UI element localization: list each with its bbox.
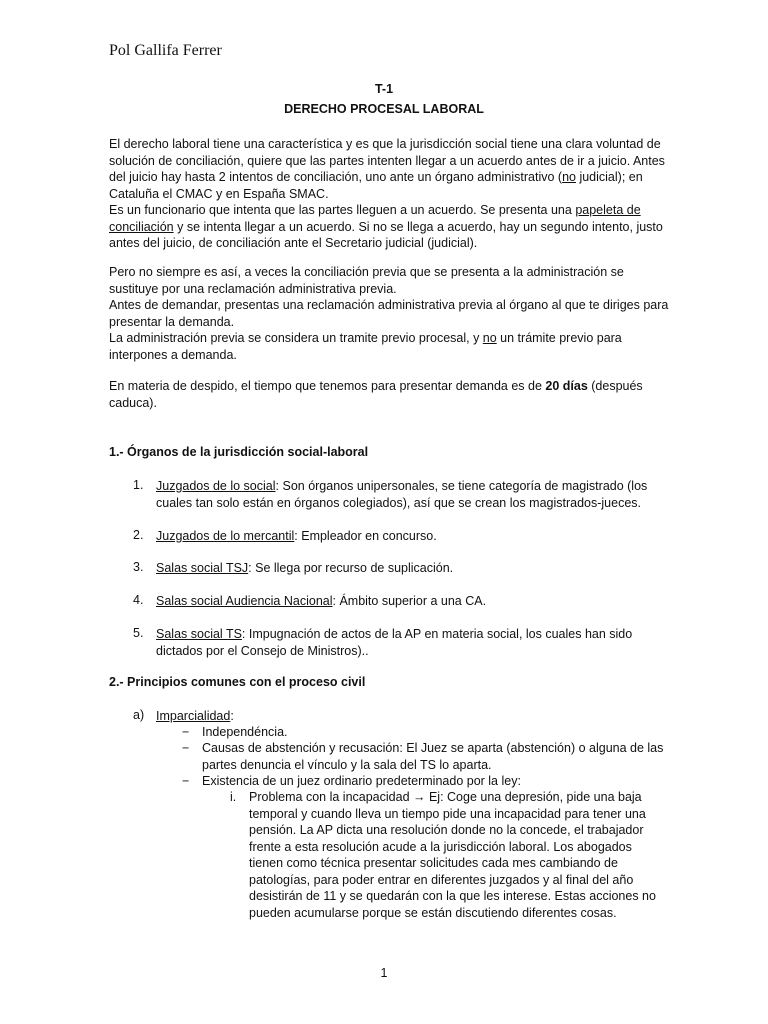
roman-numeral: i. bbox=[230, 790, 237, 804]
section-2-heading: 2.- Principios comunes con el proceso civil bbox=[109, 675, 366, 689]
author-name: Pol Gallifa Ferrer bbox=[109, 42, 222, 59]
intro-paragraph-4: Antes de demandar, presentas una reclamación administrativa previa al órgano al que te diriges para presentar la demanda. bbox=[109, 298, 669, 329]
list-item: Juzgados de lo social: Son órganos unipersonales, se tiene categoría de magistrado (los cuales tan solo están en órganos colegiados), así que se crean los magistrados-jueces. bbox=[156, 479, 648, 510]
list-item: Juzgados de lo mercantil: Empleador en concurso. bbox=[156, 529, 437, 543]
list-item: Existencia de un juez ordinario predeterminado por la ley: bbox=[202, 774, 521, 788]
page-number: 1 bbox=[380, 966, 388, 980]
intro-paragraph-2: Es un funcionario que intenta que las partes lleguen a un acuerdo. Se presenta una papeleta de conciliación y se intenta llegar a un acuerdo. Si no se llega a acuerdo, hay un segundo intento, justo antes del juicio, de conciliación ante el Secretario judicial (judicial). bbox=[109, 203, 663, 250]
dash-bullet: − bbox=[182, 774, 190, 788]
document-title: DERECHO PROCESAL LABORAL bbox=[284, 102, 484, 116]
intro-paragraph-3: Pero no siempre es así, a veces la conciliación previa que se presenta a la administración se sustituye por una reclamación administrativa previa. bbox=[109, 265, 624, 296]
list-item: Causas de abstención y recusación: El Juez se aparta (abstención) o alguna de las partes denuncia el vínculo y la sala del TS lo aparta. bbox=[202, 741, 664, 772]
intro-paragraph-6: En materia de despido, el tiempo que tenemos para presentar demanda es de 20 días (después caduca). bbox=[109, 379, 643, 410]
intro-block-1 bbox=[109, 136, 674, 252]
list-item: Salas social TSJ: Se llega por recurso de suplicación. bbox=[156, 561, 454, 575]
intro-block-2 bbox=[109, 264, 674, 363]
list-item: Imparcialidad: bbox=[156, 709, 234, 723]
list-item: Problema con la incapacidad → Ej: Coge una depresión, pide una baja temporal y cuando lleva un tiempo pide una incapacidad para tener una pensión. La AP dicta una resolución donde no la concede, el trabajador frente a esta resolución acude a la jurisdicción laboral. Los abogados tienen como técnica presentar solicitudes cada mes cambiando de patologías, para poder entrar en diferentes juzgados y al final del año desistirán de 11 y se quedarán con la que les interese. Estas acciones no pueden acumularse porque se están discutiendo diferentes cosas. bbox=[249, 790, 656, 920]
document-page: Pol Gallifa Ferrer T-1 DERECHO PROCESAL LABORAL El derecho laboral tiene una característica y es que la jurisdicción social tiene una clara voluntad de solución de conciliación, quiere que las partes intenten llegar a un acuerdo antes de ir a juicio. Antes del juicio hay hasta 2 intentos de conciliación, uno ante un órgano administrativo (no judicial); en Cataluña el CMAC y en España SMAC. Es un funcionario que intenta que las partes lleguen a un acuerdo. Se presenta una papeleta de conciliación y se intenta llegar a un acuerdo. Si no se llega a acuerdo, hay un segundo intento, justo antes del juicio, de conciliación ante el Secretario judicial (judicial). Pero no siempre es así, a veces la conciliación previa que se presenta a la administración se sustituye por una reclamación administrativa previa. Antes de demandar, presentas una reclamación administrativa previa al órgano al que te diriges para presentar la demanda. La administración previa se considera un tramite previo procesal, y no un trámite previo para interpones a demanda. En materia de despido, el tiempo que tenemos para presentar demanda es de 20 días (después caduca). 1.- Órganos de la jurisdicción social-laboral 1. Juzgados de lo social: Son órganos unipersonales, se tiene categoría de magistrado (los cuales tan solo están en órganos colegiados), así que se crean los magistrados-jueces. 2. Juzgados de lo mercantil: Empleador en concurso. 3. Salas social TSJ: Se llega por recurso de suplicación. 4. Salas social Audiencia Nacional: Ámbito superior a una CA. 5. Salas social TS: Impugnación de actos de la AP en materia social, los cuales han sido dictados por el Consejo de Ministros).. 2.- Principios comunes con el proceso civil a) Imparcialidad: − Independéncia. − Causas de abstención y recusación: El Juez se aparta (abstención) o alguna de las partes denuncia el vínculo y la sala del TS lo aparta. − Existencia de un juez ordinario predeterminado por la ley: i. Problema con la incapacidad → Ej: Coge una depresión, pide una baja temporal y cuando lleva un tiempo pide una incapacidad para tener una pensión. La AP dicta una resolución donde no la concede, el trabajador frente a esta resolución acude a la jurisdicción laboral. Los abogados tienen como técnica presentar solicitudes cada mes cambiando de patologías, para poder entrar en diferentes juzgados y al final del año desistirán de 11 y se quedarán con la que les interese. Estas acciones no pueden acumularse porque se están discutiendo diferentes cosas. 1 bbox=[0, 0, 768, 1024]
dash-bullet: − bbox=[182, 741, 190, 755]
list-item: Salas social TS: Impugnación de actos de la AP en materia social, los cuales han sido dictados por el Consejo de Ministros).. bbox=[156, 627, 633, 658]
section-1-heading: 1.- Órganos de la jurisdicción social-laboral bbox=[109, 445, 369, 459]
intro-block-3 bbox=[109, 378, 674, 411]
topic-code: T-1 bbox=[374, 82, 394, 96]
list-item: Salas social Audiencia Nacional: Ámbito superior a una CA. bbox=[156, 594, 487, 608]
dash-bullet: − bbox=[182, 725, 190, 739]
list-item: Independéncia. bbox=[202, 725, 288, 739]
intro-paragraph-5: La administración previa se considera un tramite previo procesal, y no un trámite previo para interpones a demanda. bbox=[109, 331, 622, 362]
papeleta-underlined: papeleta de conciliación bbox=[109, 203, 641, 234]
intro-paragraph-1: El derecho laboral tiene una característica y es que la jurisdicción social tiene una clara voluntad de solución de conciliación, quiere que las partes intenten llegar a un acuerdo antes de ir a juicio. Antes del juicio hay hasta 2 intentos de conciliación, uno ante un órgano administrativo (no judicial); en Cataluña el CMAC y en España SMAC. bbox=[109, 137, 665, 201]
no-underlined: no bbox=[562, 170, 576, 184]
